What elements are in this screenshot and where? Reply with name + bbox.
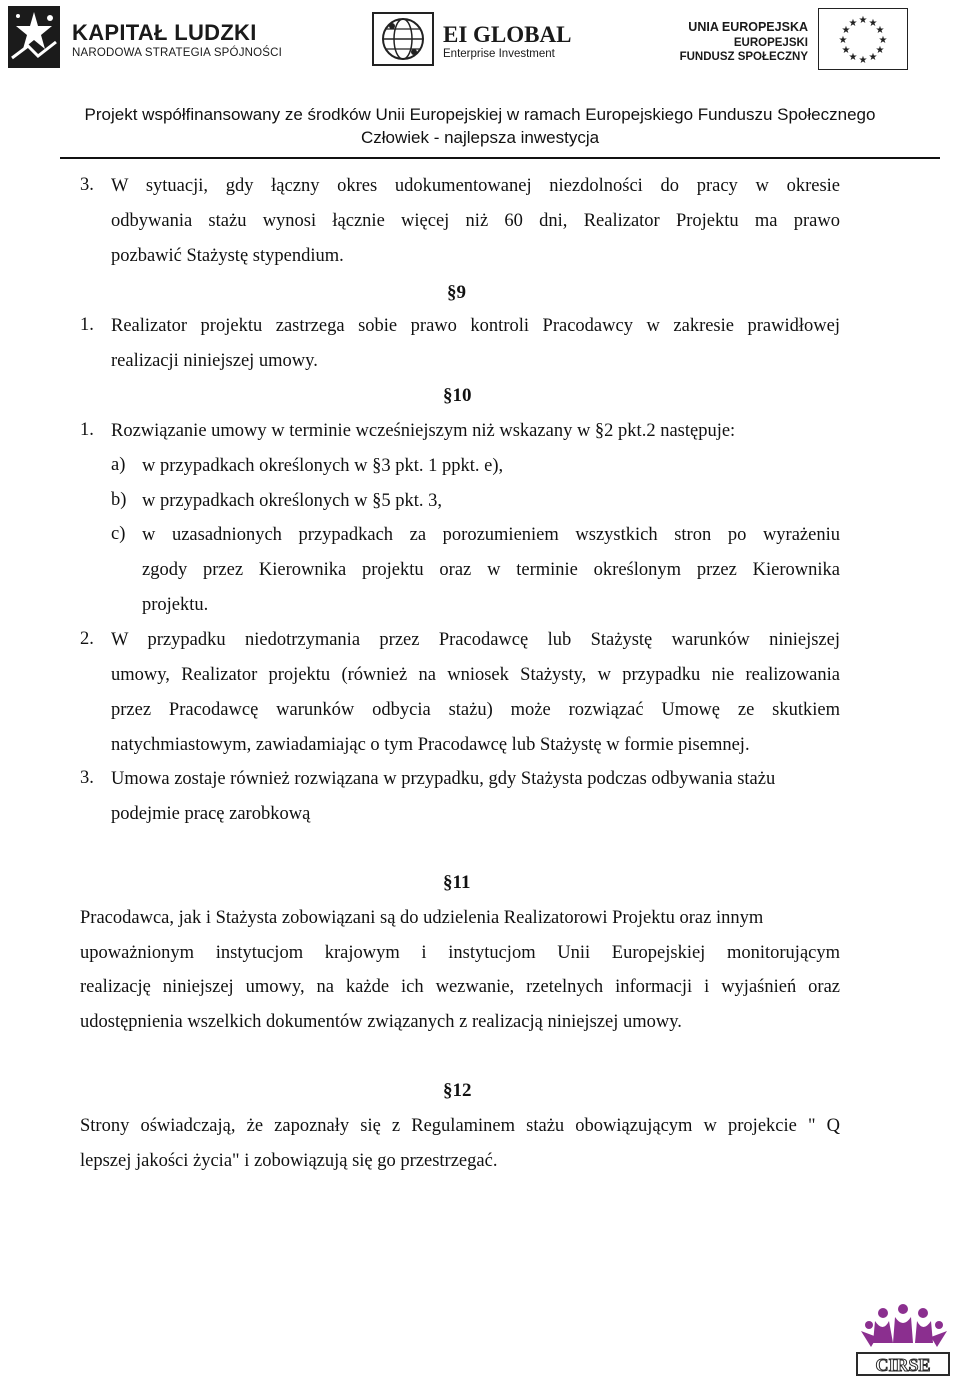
- svg-text:★: ★: [878, 35, 888, 46]
- s11-line-1: Pracodawca, jak i Stażysta zobowiązani są do udzielenia Realizatorowi Projektu oraz innym: [80, 908, 764, 928]
- s10-b-text: w przypadkach określonych w §5 pkt. 3,: [142, 491, 443, 511]
- svg-text:★: ★: [868, 18, 878, 29]
- eu-flag-icon: [818, 8, 908, 70]
- section-12-heading: §12: [443, 1080, 472, 1101]
- kapital-ludzki-logo-icon: [8, 6, 60, 68]
- p8-3-line-2: odbywania stażu wynosi łącznie więcej niż 60 dni, Realizator Projektu ma prawo: [111, 211, 840, 231]
- page-header: [0, 0, 960, 160]
- s10-c-line-1: w uzasadnionych przypadkach za porozumieniem wszystkich stron po wyrażeniu: [142, 525, 840, 545]
- s10-a-label: a): [111, 455, 126, 475]
- s9-p1-line-2: realizacji niniejszej umowy.: [111, 351, 318, 371]
- svg-text:★: ★: [868, 52, 878, 63]
- svg-text:★: ★: [848, 18, 858, 29]
- project-cofinancing-line: Projekt współfinansowany ze środków Unii Europejskiej w ramach Europejskiego Funduszu Społecznego: [84, 105, 876, 124]
- s10-p2-line-4: natychmiastowym, zawiadamiając o tym Pracodawcę lub Stażystę w formie pisemnej.: [111, 735, 750, 755]
- s11-line-2: upoważnionym instytucjom krajowym i instytucjom Unii Europejskiej monitorującym: [80, 943, 840, 963]
- s11-line-3: realizację niniejszej umowy, na każde ich wezwanie, rzetelnych informacji i wyjaśnień oraz: [80, 977, 840, 997]
- s11-line-4: udostępnienia wszelkich dokumentów związanych z realizacją niniejszej umowy.: [80, 1012, 682, 1032]
- ei-global-subtitle: Enterprise Investment: [443, 48, 555, 60]
- kapital-ludzki-subtitle: NARODOWA STRATEGIA SPÓJNOŚCI: [72, 47, 283, 59]
- cirse-logo-text: CIRSE: [875, 1355, 931, 1375]
- s10-p2-line-3: przez Pracodawcę warunków odbycia stażu) może rozwiązać Umowę ze skutkiem: [111, 700, 840, 720]
- s10-p2-line-2: umowy, Realizator projektu (również na wniosek Stażysty, w przypadku nie realizowania: [111, 665, 840, 685]
- s12-line-2: lepszej jakości życia" i zobowiązują się go przestrzegać.: [80, 1151, 498, 1171]
- eu-fund-line-1: EUROPEJSKI: [733, 37, 808, 49]
- eu-title: UNIA EUROPEJSKA: [688, 20, 808, 34]
- s10-c-line-3: projektu.: [142, 595, 209, 615]
- cirse-people-logo-icon: [853, 1303, 953, 1379]
- svg-text:★: ★: [858, 55, 868, 66]
- eu-fund-line-2: FUNDUSZ SPOŁECZNY: [679, 51, 808, 63]
- section-10-heading: §10: [443, 385, 472, 406]
- svg-text:★: ★: [875, 25, 885, 36]
- svg-text:★: ★: [875, 45, 885, 56]
- s10-p3-number: 3.: [80, 768, 94, 788]
- ei-global-title: EI GLOBAL: [443, 22, 572, 47]
- s12-line-1: Strony oświadczają, że zapoznały się z Regulaminem stażu obowiązującym w projekcie " Q: [80, 1116, 840, 1136]
- project-motto-line: Człowiek - najlepsza inwestycja: [360, 128, 600, 147]
- header-divider: [60, 157, 940, 159]
- s10-a-text: w przypadkach określonych w §3 pkt. 1 ppkt. e),: [142, 456, 504, 476]
- svg-text:★: ★: [838, 35, 848, 46]
- p8-3-line-3: pozbawić Stażystę stypendium.: [111, 246, 344, 266]
- s10-c-label: c): [111, 524, 126, 544]
- s10-p3-line-1: Umowa zostaje również rozwiązana w przypadku, gdy Stażysta podczas odbywania stażu: [111, 769, 776, 789]
- s10-c-line-2: zgody przez Kierownika projektu oraz w terminie określonym przez Kierownika: [142, 560, 840, 580]
- s9-p1-number: 1.: [80, 315, 94, 335]
- svg-text:★: ★: [858, 15, 868, 26]
- svg-text:★: ★: [841, 25, 851, 36]
- s9-p1-line-1: Realizator projektu zastrzega sobie prawo kontroli Pracodawcy w zakresie prawidłowej: [111, 316, 840, 336]
- svg-text:★: ★: [841, 45, 851, 56]
- s10-b-label: b): [111, 490, 127, 510]
- s10-p2-line-1: W przypadku niedotrzymania przez Pracodawcę lub Stażystę warunków niniejszej: [111, 630, 840, 650]
- s10-p1-number: 1.: [80, 420, 94, 440]
- p8-3-number: 3.: [80, 175, 94, 195]
- kapital-ludzki-title: KAPITAŁ LUDZKI: [72, 20, 257, 45]
- ei-global-globe-icon: [372, 12, 434, 66]
- svg-text:★: ★: [848, 52, 858, 63]
- s10-p1-line-1: Rozwiązanie umowy w terminie wcześniejszym niż wskazany w §2 pkt.2 następuje:: [111, 421, 736, 441]
- s10-p2-number: 2.: [80, 629, 94, 649]
- section-11-heading: §11: [443, 872, 471, 893]
- s10-p3-line-2: podejmie pracę zarobkową: [111, 804, 311, 824]
- section-9-heading: §9: [447, 282, 466, 303]
- p8-3-line-1: W sytuacji, gdy łączny okres udokumentowanej niezdolności do pracy w okresie: [111, 176, 840, 196]
